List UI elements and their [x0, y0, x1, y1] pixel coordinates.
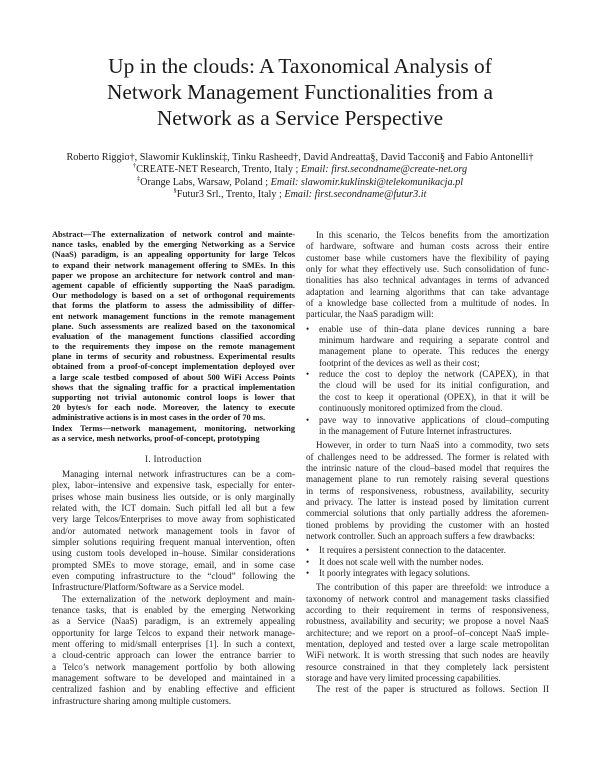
list-item — [306, 324, 549, 369]
text-line: Infrastructure/Platform/Software as a Service model. — [52, 582, 245, 593]
text-line: according to their requirement in terms of responsiveness, — [306, 605, 549, 615]
affiliation-2: ‡Orange Labs, Warsaw, Poland ; Email: slawomir.kuklinski@telekomunikacja.pl — [136, 175, 464, 188]
text-line: storage and have very limited processing capabilities. — [306, 673, 501, 684]
abstract-line: a large scale testbed composed of about 500 WiFi Access Points — [52, 372, 295, 382]
right-paragraph-2 — [306, 440, 549, 542]
list-item — [306, 557, 549, 568]
list-item — [306, 545, 549, 556]
text-line: architecture; and we report on a proof–of–concept NaaS imple- — [306, 627, 549, 638]
title-line: Network Management Functionalities from a — [106, 80, 494, 104]
title-line: Network as a Service Perspective — [156, 106, 444, 130]
text-line: management plane to operate. This reduces the energy — [319, 346, 549, 357]
abstract-line: evaluation of the management functions classified according — [52, 331, 295, 341]
abstract-line: (NaaS) paradigm, is an appealing opportunity for large Telcos — [52, 250, 295, 260]
text-line: The rest of the paper is structured as follows. Section II — [316, 684, 549, 695]
abstract-line: shows that the signaling traffic for a practical implementation — [52, 382, 295, 392]
intro-paragraph-1 — [52, 469, 295, 594]
text-line: management software to be developed and maintained in a — [52, 673, 295, 684]
text-line: tioned problems by providing the customer with an hosted — [306, 519, 549, 530]
abstract-line: that forms the platform to assess the admissibility of differ- — [52, 301, 295, 311]
text-line: prises whose main business lies outside, or is only marginally — [52, 491, 295, 502]
text-line: particular, the NaaS paradigm will: — [306, 309, 434, 320]
text-line: simpler solutions requiring frequent manual intervention, often — [52, 537, 295, 547]
text-line: adaptation and learning algorithms that can take advantage — [306, 286, 549, 297]
text-line: taxonomy of network control and management tasks classified — [306, 593, 549, 604]
text-line: and/or automated network management tools in favor of — [52, 525, 295, 536]
author-names: Roberto Riggio†, Slawomir Kuklinski‡, Tinku Rasheed†, David Andreatta§, David Tacconi§ and Fabio Antonelli† — [66, 152, 534, 163]
title-line: Up in the clouds: A Taxonomical Analysis of — [108, 54, 492, 78]
text-line: even computing infrastructure to the “cloud” following the — [52, 571, 295, 582]
bullet-icon: • — [306, 556, 310, 567]
list-item — [306, 568, 549, 579]
text-line: using custom tools developed in–house. Similar considerations — [52, 548, 295, 559]
text-line: as a Service (NaaS) paradigm, is an extremely appealing — [52, 616, 295, 627]
text-line: pave way to innovative applications of cloud–computing — [319, 414, 549, 425]
bullet-icon: • — [306, 545, 310, 556]
text-line: of challenges need to be addressed. The former is related with — [306, 451, 549, 462]
bullet-icon: • — [306, 414, 310, 425]
text-line: minimum hardware and requiring a separate control and — [319, 335, 549, 346]
text-line: It requires a persistent connection to the datacenter. — [319, 545, 506, 556]
abstract-line: Our methodology is based on a set of orthogonal requirements — [52, 291, 295, 301]
text-line: The externalization of the network deployment and main- — [62, 593, 295, 604]
paper-title — [40, 53, 560, 131]
text-line: of a knowledge base collected from a multitude of nodes. In — [306, 298, 549, 309]
text-line: footprint of the devices as well as their cost; — [319, 357, 480, 368]
abstract-line: to the requirements they impose on the remote management — [52, 342, 295, 352]
text-line: very large Telcos/Enterprises to move away from sophisticated — [52, 514, 295, 525]
abstract-line: paper we propose an architecture for network control and man- — [52, 270, 295, 280]
text-line: opportunity for large Telcos to expand their network manage- — [52, 627, 295, 638]
text-line: It poorly integrates with legacy solutions. — [319, 567, 471, 578]
text-line: infrastructure sharing among multiple customers. — [52, 695, 232, 706]
text-line: customer base while customers have the flexibility of paying — [306, 252, 549, 263]
abstract-line: administrative actions is in most cases in the order of 70 ms. — [52, 413, 266, 423]
text-line: prompted SMEs to move storage, email, and in some case — [52, 559, 295, 570]
text-line: Managing internal network infrastructures can be a com- — [62, 468, 295, 479]
bullet-list-benefits — [306, 324, 549, 437]
text-line: However, in order to turn NaaS into a commodity, two sets — [316, 440, 549, 451]
text-line: and privacy. The latter is instead posed by limitation current — [306, 496, 549, 507]
text-line: centralized fashion and by enabling effective and efficient — [52, 684, 295, 695]
affiliation-3: §Futur3 Srl., Trento, Italy ; Email: first.secondname@futur3.it — [173, 187, 427, 200]
abstract-line: plane. Such assessments are realized based on the taxonomical — [52, 321, 295, 331]
text-line: tenance tasks, that is enabled by the emerging Networking — [52, 605, 295, 616]
index-terms-line: as a service, mesh networks, proof-of-concept, prototyping — [52, 433, 260, 443]
left-column — [52, 230, 295, 707]
text-line: In this scenario, the Telcos benefits from the amortization — [316, 230, 549, 240]
section-heading: I. Introduction — [144, 453, 203, 464]
affiliation-1: †CREATE-NET Research, Trento, Italy ; Email: first.secondname@create-net.org — [132, 162, 468, 176]
text-line: mentation, deployed and tested over a large scale metropolitan — [306, 639, 549, 650]
abstract-line: Abstract—The externalization of network control and mainte- — [52, 230, 295, 239]
abstract-line: plane in terms of security and robustness. Experimental results — [52, 352, 295, 362]
text-line: related with, the ICT domain. Such pitfall led all but a few — [52, 502, 295, 513]
text-line: in terms of responsiveness, robustness, availability, security — [306, 485, 549, 496]
text-line: enable use of thin–data plane devices running a bare — [319, 323, 549, 334]
text-line: robustness, availability and security; we propose a novel NaaS — [306, 616, 549, 627]
bullet-icon: • — [306, 369, 310, 380]
abstract — [52, 230, 295, 444]
text-line: in the management of Future Internet infrastructures. — [319, 425, 512, 436]
abstract-line: to expand their network management offering to SMEs. In this — [52, 260, 295, 270]
intro-paragraph-2 — [52, 594, 295, 707]
right-paragraph-1 — [306, 230, 549, 321]
list-item — [306, 415, 549, 438]
right-column — [306, 230, 549, 696]
text-line: management plane to run remotely raising several questions — [306, 474, 549, 485]
abstract-line: 20 bytes/s for each node. Moreover, the latency to execute — [52, 403, 295, 413]
bullet-icon: • — [306, 567, 310, 578]
text-line: a cloud-centric approach can lower the entrance barrier to — [52, 650, 295, 661]
text-line: ment offering to mid/small enterprises [1]. In such a context, — [52, 639, 295, 650]
text-line: plex, labor–intensive and expensive task, especially for enter- — [52, 480, 295, 491]
text-line: the cost to keep it operational (OPEX), in that it will be — [319, 391, 549, 402]
text-line: tionalities has also technical advantages in terms of advanced — [306, 275, 549, 286]
abstract-line: agement capable of efficiently supporting the NaaS paradigm. — [52, 280, 295, 290]
index-terms-line: Index Terms—network management, monitoring, networking — [52, 423, 295, 433]
text-line: reduce the cost to deploy the network (CAPEX), in that — [319, 369, 549, 380]
abstract-line: obtained from a proof-of-concept implementation deployed over — [52, 362, 295, 372]
text-line: a Telco’s network management portfolio by both allowing — [52, 661, 295, 672]
text-line: resource constrained in that they completely lack persistent — [306, 661, 549, 672]
text-line: the cloud will be used for its initial configuration, and — [319, 380, 549, 391]
text-line: the intrinsic nature of the cloud–based model that requires the — [306, 462, 549, 473]
text-line: It does not scale well with the number nodes. — [319, 556, 484, 567]
author-block — [20, 152, 580, 201]
right-paragraph-4 — [306, 684, 549, 695]
text-line: continuously monitored optimized from the cloud. — [319, 403, 503, 414]
text-line: WiFi network. It is worth stressing that such nodes are heavily — [306, 650, 549, 661]
text-line: network controller. Such an approach suffers a few drawbacks: — [306, 530, 535, 541]
abstract-line: supporting not trivial autonomic control loops is lower that — [52, 393, 295, 402]
text-line: The contribution of this paper are threefold: we introduce a — [316, 582, 549, 593]
abstract-line: ent network management functions in the remote management — [52, 311, 295, 321]
right-paragraph-3 — [306, 582, 549, 684]
bullet-list-drawbacks — [306, 545, 549, 579]
text-line: only for what they effectively use. Such consolidation of func- — [306, 264, 549, 275]
bullet-icon: • — [306, 323, 310, 334]
text-line: commercial solutions that only partially address the aforemen- — [306, 508, 549, 519]
list-item — [306, 369, 549, 414]
abstract-line: nance tasks, enabled by the emerging Networking as a Service — [52, 240, 295, 250]
text-line: of hardware, software and human costs across their entire — [306, 241, 549, 252]
